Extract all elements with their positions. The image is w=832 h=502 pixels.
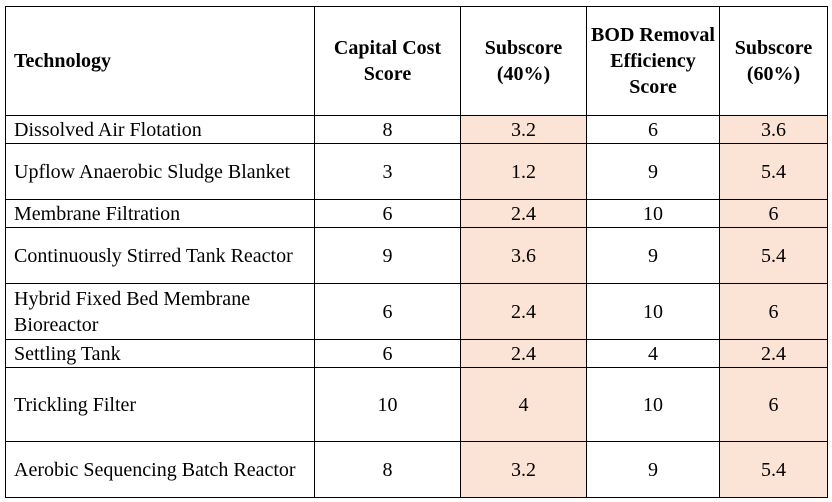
capital-cost-score-cell: 8 [315, 442, 461, 498]
technology-cell: Upflow Anaerobic Sludge Blanket [6, 144, 315, 200]
subscore-40-cell: 3.2 [461, 442, 587, 498]
technology-cell: Membrane Filtration [6, 200, 315, 228]
bod-score-cell: 10 [587, 200, 720, 228]
bod-score-cell: 10 [587, 368, 720, 442]
technology-cell: Dissolved Air Flotation [6, 116, 315, 144]
header-bod-removal-efficiency-score: BOD Removal Efficiency Score [587, 7, 720, 116]
technology-cell: Trickling Filter [6, 368, 315, 442]
header-subscore-60: Subscore (60%) [720, 7, 828, 116]
capital-cost-score-cell: 6 [315, 200, 461, 228]
table-row [6, 144, 828, 200]
subscore-60-cell: 5.4 [720, 144, 828, 200]
table-row [6, 116, 828, 144]
subscore-60-cell: 6 [720, 200, 828, 228]
table-row [6, 368, 828, 442]
capital-cost-score-cell: 6 [315, 340, 461, 368]
header-capital-cost-score: Capital Cost Score [315, 7, 461, 116]
technology-cell: Hybrid Fixed Bed Membrane Bioreactor [6, 284, 315, 340]
subscore-60-cell: 3.6 [720, 116, 828, 144]
subscore-60-cell: 2.4 [720, 340, 828, 368]
bod-score-cell: 6 [587, 116, 720, 144]
bod-score-cell: 10 [587, 284, 720, 340]
table-row [6, 340, 828, 368]
subscore-40-cell: 2.4 [461, 284, 587, 340]
header-technology: Technology [6, 7, 315, 116]
capital-cost-score-cell: 8 [315, 116, 461, 144]
subscore-60-cell: 6 [720, 368, 828, 442]
header-row [6, 7, 828, 116]
technology-cell: Aerobic Sequencing Batch Reactor [6, 442, 315, 498]
bod-score-cell: 4 [587, 340, 720, 368]
table-row [6, 284, 828, 340]
capital-cost-score-cell: 6 [315, 284, 461, 340]
subscore-40-cell: 2.4 [461, 340, 587, 368]
capital-cost-score-cell: 10 [315, 368, 461, 442]
technology-cell: Settling Tank [6, 340, 315, 368]
technology-cell: Continuously Stirred Tank Reactor [6, 228, 315, 284]
table-row [6, 200, 828, 228]
header-subscore-40: Subscore (40%) [461, 7, 587, 116]
subscore-40-cell: 1.2 [461, 144, 587, 200]
table-row [6, 442, 828, 498]
table-row [6, 228, 828, 284]
subscore-40-cell: 4 [461, 368, 587, 442]
bod-score-cell: 9 [587, 228, 720, 284]
subscore-60-cell: 5.4 [720, 442, 828, 498]
subscore-40-cell: 3.6 [461, 228, 587, 284]
subscore-60-cell: 6 [720, 284, 828, 340]
subscore-40-cell: 2.4 [461, 200, 587, 228]
subscore-40-cell: 3.2 [461, 116, 587, 144]
capital-cost-score-cell: 9 [315, 228, 461, 284]
technology-scoring-table [5, 6, 828, 498]
bod-score-cell: 9 [587, 442, 720, 498]
subscore-60-cell: 5.4 [720, 228, 828, 284]
bod-score-cell: 9 [587, 144, 720, 200]
capital-cost-score-cell: 3 [315, 144, 461, 200]
